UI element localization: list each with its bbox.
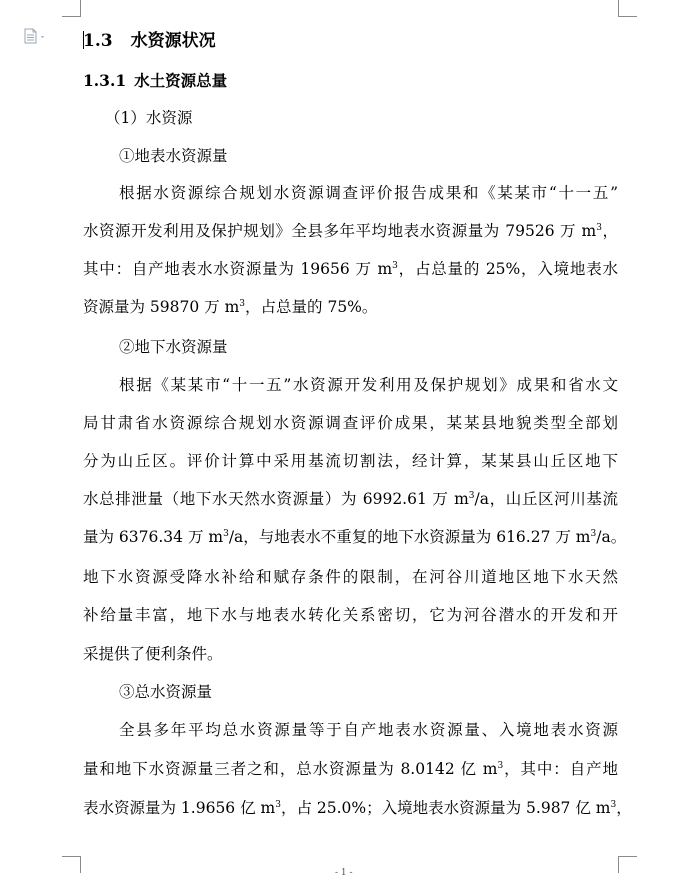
para1-line2	[83, 220, 618, 242]
para3-line3-text: 表水资源量为 1.9656 亿 m	[83, 799, 276, 817]
para3-line2-text: 量和地下水资源量三者之和，总水资源量为 8.0142 亿 m	[83, 760, 498, 778]
para2-line2: 局甘肃省水资源综合规划水资源调查评价成果，某某县地貌类型全部划	[83, 414, 618, 432]
superscript: 3	[275, 800, 281, 810]
para2-line3: 分为山丘区。评价计算中采用基流切割法，经计算，某某县山丘区地下	[83, 452, 618, 470]
heading-2	[83, 69, 227, 91]
para3-line2	[83, 758, 618, 780]
para1-line2-text: 水资源开发利用及保护规划》全县多年平均地表水资源量为 79526 万 m	[83, 222, 597, 240]
para2-line5-text: 量为 6376.34 万 m	[83, 528, 224, 546]
para2-line1: 根据《某某市“十一五”水资源开发利用及保护规划》成果和省水文	[119, 376, 618, 394]
para1-line1: 根据水资源综合规划水资源调查评价报告成果和《某某市“十一五”	[119, 184, 618, 202]
para1-line3-tail: ，占总量的 25%，入境地表水	[397, 260, 618, 278]
para3-line1: 全县多年平均总水资源量等于自产地表水资源量、入境地表水资源	[119, 721, 618, 739]
subheading-water-resources: （1）水资源	[105, 109, 193, 127]
page-corner-top-left	[62, 0, 81, 17]
para2-line4-text: 水总排泄量（地下水天然水资源量）为 6992.61 万 m	[83, 490, 469, 508]
heading-2-title: 水土资源总量	[134, 71, 228, 90]
para1-line3-text: 其中：自产地表水水资源量为 19656 万 m	[83, 260, 393, 278]
para2-line5	[83, 526, 627, 548]
heading-1-number: 1.3	[83, 31, 113, 51]
superscript: 3	[392, 261, 398, 271]
para1-line4	[83, 296, 377, 318]
para1-line4-text: 资源量为 59870 万 m	[83, 298, 240, 316]
para2-line7: 补给量丰富，地下水与地表水转化关系密切，它为河谷潜水的开发和开	[83, 606, 618, 624]
page-number: - 1 -	[335, 868, 353, 877]
document-icon[interactable]	[22, 28, 50, 46]
superscript: 3	[497, 761, 504, 771]
para2-line8: 采提供了便利条件。	[83, 645, 223, 663]
heading-1[interactable]	[83, 26, 216, 51]
para2-line4-tail: /a，山丘区河川基流	[474, 490, 619, 508]
para2-line4	[83, 488, 618, 510]
page-corner-bottom-right	[618, 856, 637, 873]
para2-line5-tail: /a。	[596, 528, 627, 546]
heading-2-number: 1.3.1	[83, 71, 127, 90]
page-corner-bottom-left	[62, 856, 81, 873]
superscript: 3	[590, 529, 597, 539]
superscript: 3	[223, 529, 229, 539]
superscript: 3	[596, 223, 602, 233]
page-corner-top-right	[618, 0, 637, 17]
para3-line3-tail: ，	[616, 799, 632, 817]
para3-line3-mid: ，占 25.0%；入境地表水资源量为 5.987 亿 m	[280, 799, 611, 817]
para2-line6: 地下水资源受降水补给和赋存条件的限制，在河谷川道地区地下水天然	[83, 568, 618, 586]
para1-line3	[83, 258, 618, 280]
para1-line2-tail: ，	[601, 222, 618, 240]
superscript: 3	[239, 299, 246, 309]
superscript: 3	[468, 491, 475, 501]
subheading-surface-water: ①地表水资源量	[119, 147, 228, 165]
para2-line5-mid: /a，与地表水不重复的地下水资源量为 616.27 万 m	[228, 528, 591, 546]
subheading-groundwater: ②地下水资源量	[119, 338, 228, 356]
heading-1-title: 水资源状况	[130, 31, 216, 51]
para3-line2-tail: ，其中：自产地	[503, 760, 618, 778]
para1-line4-tail: ，占总量的 75%。	[245, 298, 378, 316]
subheading-total-water: ③总水资源量	[119, 683, 213, 701]
superscript: 3	[610, 800, 617, 810]
para3-line3	[83, 797, 632, 819]
